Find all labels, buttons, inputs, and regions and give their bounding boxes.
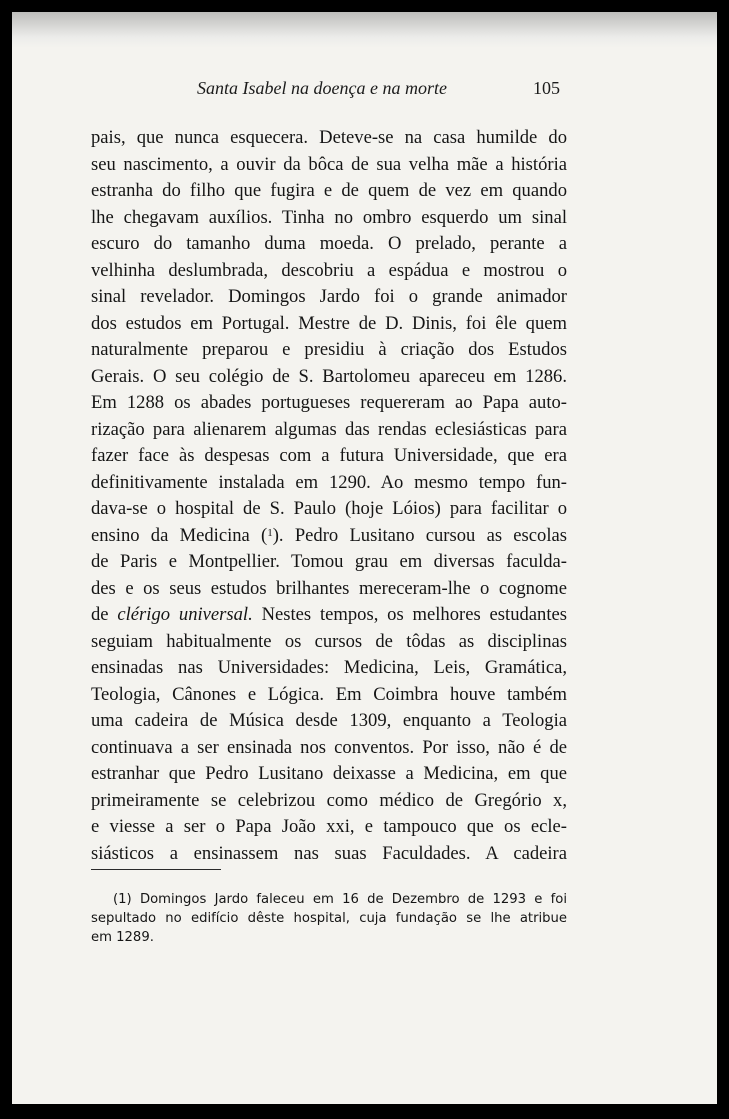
footnote-line: em 1289. — [91, 930, 154, 945]
text-fragment: ). Pedro Lusitano cursou as escolas — [272, 524, 567, 546]
text-line-with-footnote-ref — [91, 523, 567, 550]
text-line: velhinha deslumbrada, descobriu a espádua e mostrou o — [91, 259, 567, 281]
text-line: dava-se o hospital de S. Paulo (hoje Lóios) para facilitar o — [91, 498, 567, 519]
footnote-line — [91, 890, 567, 909]
footnote-text: Domingos Jardo faleceu em 16 de Dezembro de 1293 e foi — [139, 892, 568, 907]
italic-term: clérigo universal. — [117, 604, 253, 625]
footnote — [91, 890, 567, 947]
text-line: Teologia, Cânones e Lógica. Em Coimbra houve também — [91, 683, 567, 705]
text-line: siásticos a ensinassem nas suas Faculdades. A cadeira — [91, 842, 567, 864]
text-line: primeiramente se celebrizou como médico de Gregório x, — [91, 789, 567, 811]
footnote-reference[interactable]: 1 — [267, 526, 273, 539]
text-line: fazer face às despesas com a futura Universidade, que era — [91, 445, 567, 466]
footnote-divider — [91, 869, 221, 870]
scan-shadow — [12, 12, 717, 48]
text-line: dos estudos em Portugal. Mestre de D. Dinis, foi êle quem — [91, 312, 567, 334]
text-line: seguiam habitualmente os cursos de tôdas as disciplinas — [91, 630, 567, 652]
footnote-line: sepultado no edifício dêste hospital, cuja fundação se lhe atribue — [91, 911, 567, 926]
text-line: rização para alienarem algumas das rendas eclesiásticas para — [91, 418, 567, 440]
text-line: naturalmente preparou e presidiu à criação dos Estudos — [91, 339, 567, 360]
text-line: estranha do filho que fugira e de quem de vez em quando — [91, 180, 567, 201]
text-fragment: Nestes tempos, os melhores estudantes — [252, 604, 567, 625]
text-line: seu nascimento, a ouvir da bôca de sua velha mãe a história — [91, 153, 567, 175]
text-line: lhe chegavam auxílios. Tinha no ombro esquerdo um sinal — [91, 206, 567, 228]
text-line: e viesse a ser o Papa João xxi, e tampouco que os ecle- — [91, 816, 567, 837]
footnote-mark: (1) — [113, 892, 132, 907]
text-line: ensinadas nas Universidades: Medicina, Leis, Gramática, — [91, 657, 567, 678]
text-line: escuro do tamanho duma moeda. O prelado, perante a — [91, 233, 567, 254]
body-text — [91, 125, 567, 867]
text-line-with-italic — [91, 602, 567, 629]
text-line: des e os seus estudos brilhantes mereceram-lhe o cognome — [91, 577, 567, 599]
running-head — [12, 78, 717, 104]
text-line: sinal revelador. Domingos Jardo foi o grande animador — [91, 286, 567, 307]
book-page — [12, 12, 717, 1104]
text-line: uma cadeira de Música desde 1309, enquanto a Teologia — [91, 710, 567, 731]
text-fragment: de — [91, 604, 118, 625]
running-title: Santa Isabel na doença e na morte — [197, 78, 447, 98]
page-number: 105 — [533, 78, 560, 98]
text-fragment: ensino da Medicina ( — [91, 524, 268, 546]
text-line: pais, que nunca esquecera. Deteve-se na casa humilde do — [91, 127, 567, 148]
text-line: estranhar que Pedro Lusitano deixasse a Medicina, em que — [91, 763, 567, 784]
text-line: de Paris e Montpellier. Tomou grau em diversas faculda- — [91, 551, 567, 572]
text-line: definitivamente instalada em 1290. Ao mesmo tempo fun- — [91, 471, 567, 493]
text-line: continuava a ser ensinada nos conventos. Por isso, não é de — [91, 736, 567, 758]
text-line: Em 1288 os abades portugueses requereram ao Papa auto- — [91, 392, 567, 413]
text-line: Gerais. O seu colégio de S. Bartolomeu apareceu em 1286. — [91, 365, 567, 387]
